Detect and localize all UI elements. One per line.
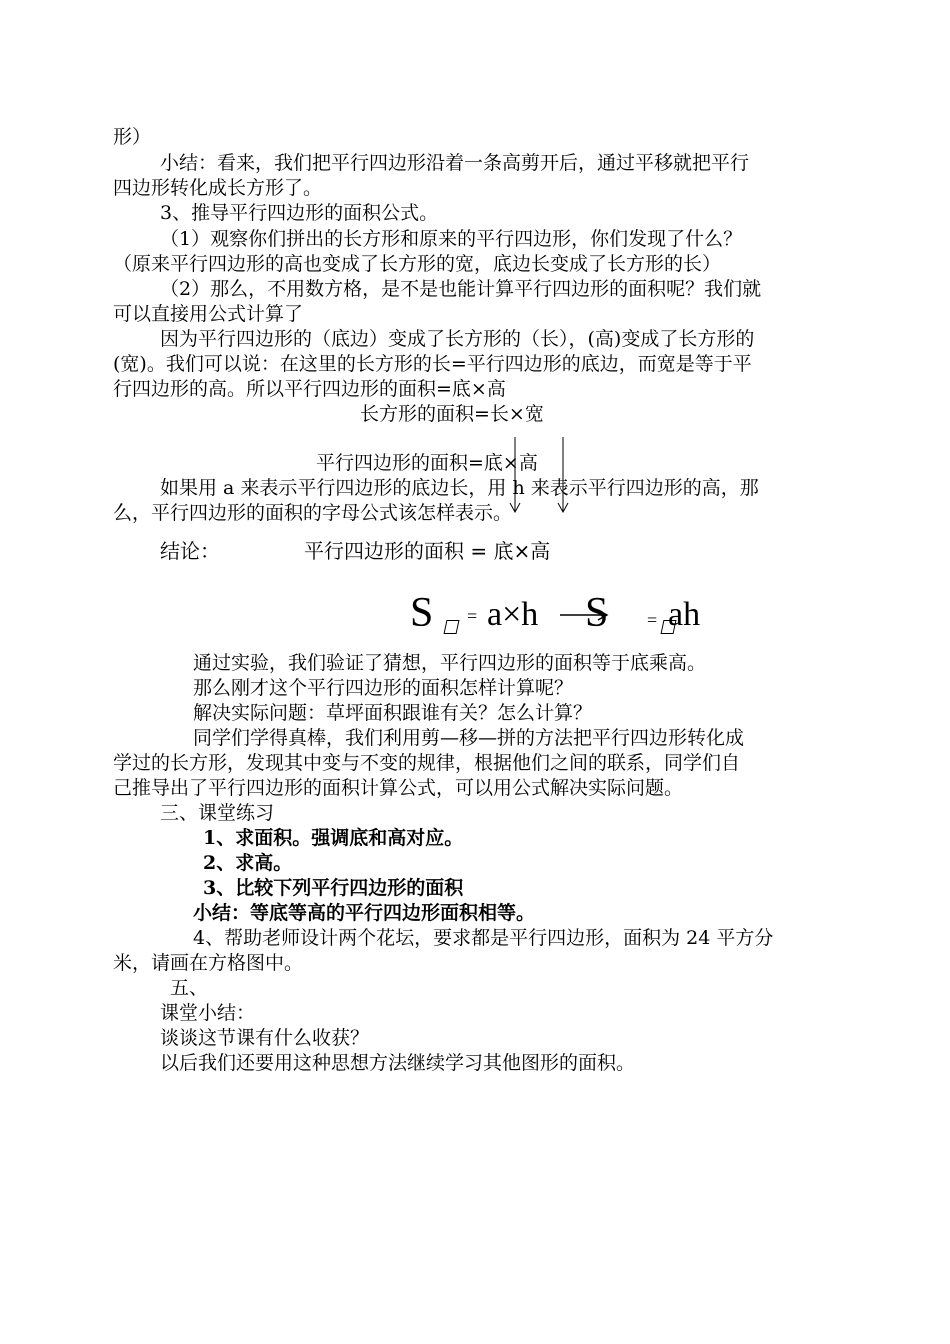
exercise-item: 4、帮助老师设计两个花坛，要求都是平行四边形，面积为 24 平方分 bbox=[193, 927, 774, 949]
text-line: （2）那么，不用数方格，是不是也能计算平行四边形的面积呢？我们就 bbox=[160, 278, 762, 300]
text-line: 可以直接用公式计算了 bbox=[113, 303, 304, 325]
text-line: 小结：看来，我们把平行四边形沿着一条高剪开后，通过平移就把平行 bbox=[160, 152, 750, 174]
text-line: 么，平行四边形的面积的字母公式该怎样表示。 bbox=[113, 502, 513, 524]
text-line: 己推导出了平行四边形的面积计算公式，可以用公式解决实际问题。 bbox=[113, 777, 684, 799]
summary-line: 小结：等底等高的平行四边形面积相等。 bbox=[193, 902, 536, 924]
text-line: 如果用 a 来表示平行四边形的底边长，用 h 来表示平行四边形的高，那 bbox=[160, 477, 759, 499]
section-heading: 五、 bbox=[170, 977, 209, 999]
text-line: 谈谈这节课有什么收获？ bbox=[160, 1027, 370, 1049]
text-line: 学过的长方形，发现其中变与不变的规律，根据他们之间的联系，同学们自 bbox=[113, 752, 741, 774]
conclusion-label: 结论： bbox=[160, 539, 220, 563]
section-heading: 三、课堂练习 bbox=[160, 802, 275, 824]
exercise-item: 1、求面积。强调底和高对应。 bbox=[203, 827, 464, 849]
formula-expr-left: a×h bbox=[487, 596, 539, 633]
formula-expr-right: ah bbox=[668, 596, 701, 633]
text-line: 四边形转化成长方形了。 bbox=[113, 177, 323, 199]
exercise-item: 2、求高。 bbox=[203, 852, 293, 874]
formula-equals-left: = bbox=[467, 606, 478, 626]
text-line: 行四边形的高。所以平行四边形的面积=底×高 bbox=[113, 378, 506, 400]
conclusion-text: 平行四边形的面积 = 底×高 bbox=[304, 539, 551, 563]
formula-s-left: S bbox=[410, 590, 434, 636]
text-line: 3、推导平行四边形的面积公式。 bbox=[160, 202, 439, 224]
formula-s-right: S bbox=[585, 590, 609, 636]
text-line: (宽)。我们可以说：在这里的长方形的长=平行四边形的底边，而宽是等于平 bbox=[113, 353, 752, 375]
rectangle-area-formula: 长方形的面积=长×宽 bbox=[360, 403, 544, 425]
text-line: 同学们学得真棒，我们利用剪—移—拼的方法把平行四边形转化成 bbox=[193, 727, 745, 749]
text-line: 通过实验，我们验证了猜想，平行四边形的面积等于底乘高。 bbox=[193, 652, 707, 674]
text-line: 课堂小结： bbox=[160, 1002, 256, 1024]
parallelogram-area-formula: 平行四边形的面积=底×高 bbox=[316, 452, 538, 474]
text-line: 解决实际问题：草坪面积跟谁有关？怎么计算？ bbox=[193, 702, 593, 724]
exercise-item: 3、比较下列平行四边形的面积 bbox=[203, 877, 464, 899]
text-line: 因为平行四边形的（底边）变成了长方形的（长），(高)变成了长方形的 bbox=[160, 328, 755, 350]
formula-equals-right: = bbox=[647, 610, 658, 630]
text-line: （1）观察你们拼出的长方形和原来的平行四边形，你们发现了什么？ bbox=[160, 228, 743, 250]
parallelogram-subscript-icon bbox=[444, 620, 460, 634]
text-line: 米，请画在方格图中。 bbox=[113, 952, 304, 974]
text-line: 以后我们还要用这种思想方法继续学习其他图形的面积。 bbox=[160, 1052, 636, 1074]
text-line: （原来平行四边形的高也变成了长方形的宽，底边长变成了长方形的长） bbox=[113, 253, 722, 275]
text-line: 那么刚才这个平行四边形的面积怎样计算呢？ bbox=[193, 677, 574, 699]
text-line: 形） bbox=[113, 126, 152, 148]
